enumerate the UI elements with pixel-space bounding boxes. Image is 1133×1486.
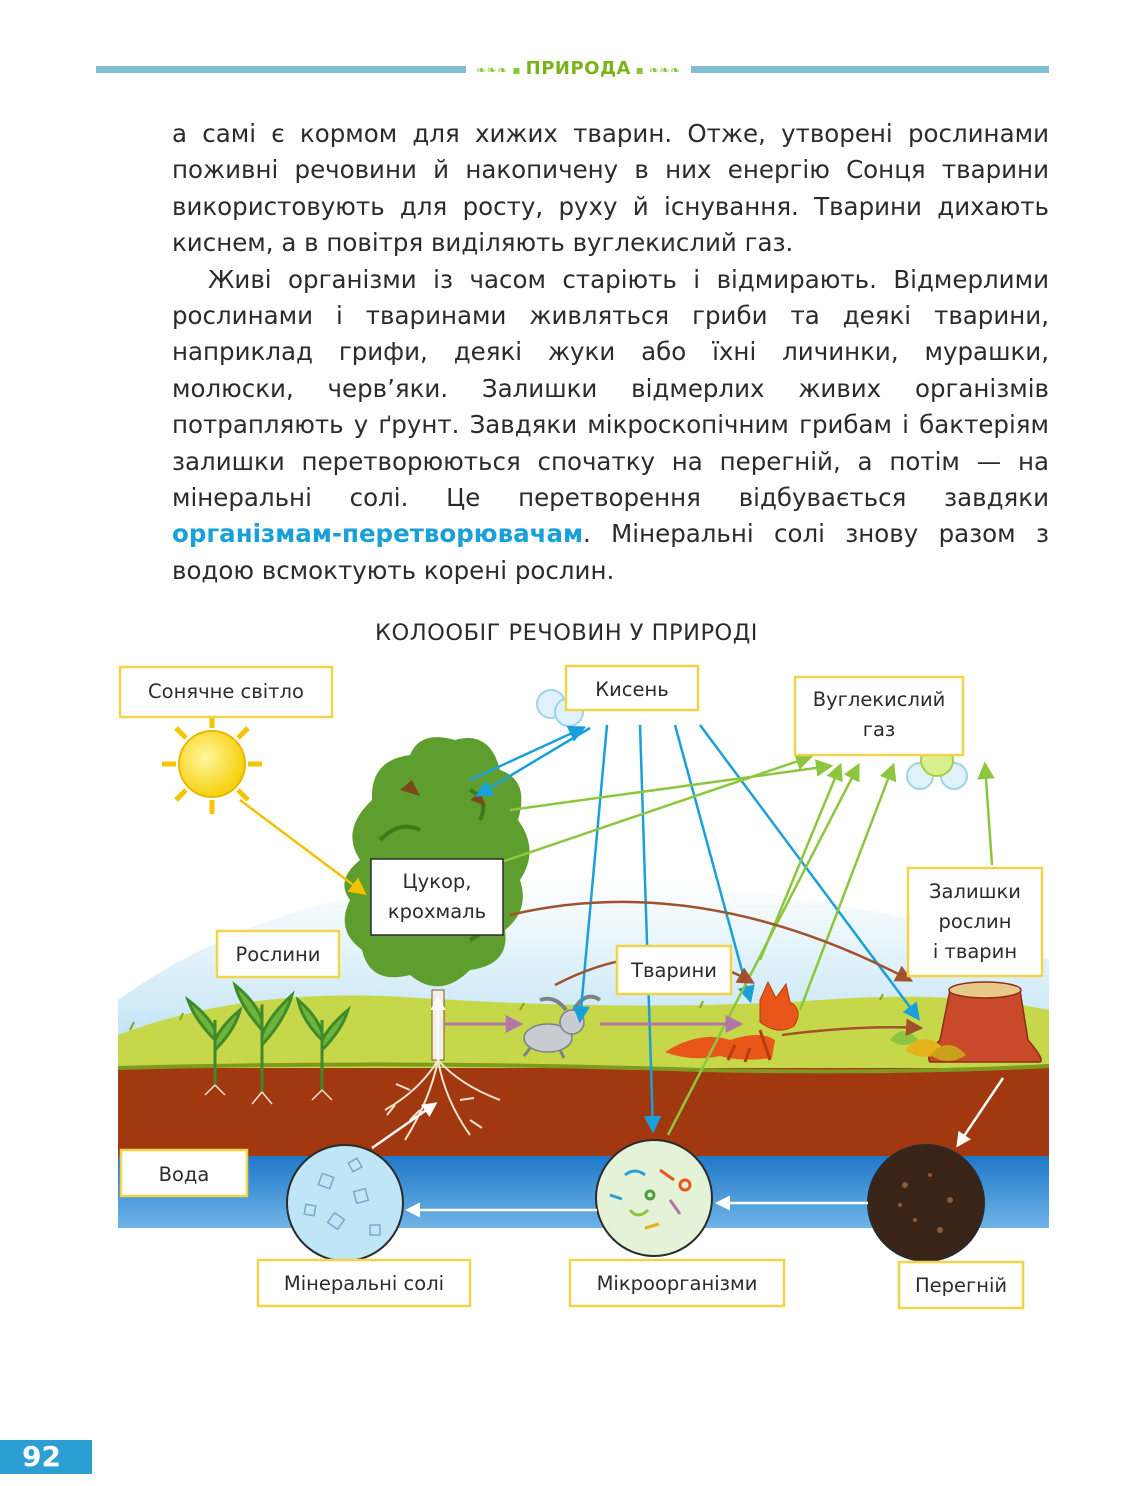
mineral-salts-circle bbox=[287, 1145, 403, 1261]
label-minerals: Мінеральні солі bbox=[283, 1272, 445, 1295]
label-box-sunlight bbox=[120, 667, 332, 717]
paragraph-2-text-end: . Мінеральні солі знову разом з водою всмоктують корені рослин. bbox=[172, 519, 1049, 585]
label-box-co2 bbox=[795, 677, 963, 755]
page-number-tab bbox=[0, 1440, 112, 1486]
sunlight-arrow bbox=[240, 800, 364, 893]
label-box-remains bbox=[908, 868, 1042, 976]
label-box-microbes bbox=[570, 1260, 784, 1306]
label-sugar-line1: Цукор, bbox=[402, 870, 472, 893]
label-animals: Тварини bbox=[631, 959, 717, 982]
paragraph-1: а самі є кормом для хижих тварин. Отже, утворені рослинами поживні речовини й накопичену в них енергію Сонця тварини використовують для росту, руху й існування. Тварини дихають киснем, а в повітря виділяють вуглекислий газ. bbox=[172, 119, 1049, 258]
label-microbes: Мікроорганізми bbox=[596, 1272, 758, 1295]
microorganisms-circle bbox=[596, 1140, 712, 1256]
label-remains-line2: рослин bbox=[938, 910, 1012, 933]
section-title: ПРИРОДА bbox=[525, 58, 631, 79]
label-box-water bbox=[121, 1150, 247, 1196]
label-humus: Перегній bbox=[914, 1274, 1008, 1297]
label-box-humus bbox=[899, 1262, 1023, 1308]
label-sugar-line2: крохмаль bbox=[387, 900, 487, 923]
label-box-oxygen bbox=[566, 666, 698, 710]
label-plants: Рослини bbox=[235, 943, 321, 966]
label-remains-line3: і тварин bbox=[932, 940, 1018, 963]
label-box-plants bbox=[217, 931, 339, 977]
label-co2-line2: газ bbox=[862, 718, 896, 741]
leaf-ornament-right-icon: ▪ ❧❧❧ bbox=[630, 63, 681, 77]
sun-icon bbox=[162, 714, 262, 814]
label-co2-line1: Вуглекислий bbox=[812, 688, 946, 711]
label-sunlight: Сонячне світло bbox=[148, 680, 304, 703]
label-oxygen: Кисень bbox=[595, 678, 669, 701]
label-remains-line1: Залишки bbox=[929, 880, 1021, 903]
label-box-minerals bbox=[258, 1260, 470, 1306]
label-box-sugar bbox=[371, 859, 503, 935]
page-number: 92 bbox=[22, 1440, 61, 1473]
leaf-ornament-left-icon: ❧❧❧ ▪ bbox=[476, 63, 526, 77]
label-water: Вода bbox=[158, 1163, 210, 1186]
label-box-animals bbox=[617, 946, 731, 994]
humus-circle bbox=[868, 1145, 984, 1261]
highlighted-term: організмам-перетворювачам bbox=[172, 519, 584, 549]
paragraph-2-text-start: Живі організми із часом старіють і відмирають. Відмерлими рослинами і тваринами живляться гриби та деякі тварини, наприклад грифи, деякі жуки або їхні личинки, мурашки, молюски, черв’яки. Залишки відмерлих живих організмів потрапляють у ґрунт. Завдяки мікроскопічним грибам і бактеріям залишки перетворюються спочатку на перегній, а потім — на мінеральні солі. Це перетворення відбувається завдяки bbox=[172, 264, 1049, 513]
figure-title: КОЛООБІГ РЕЧОВИН У ПРИРОДІ bbox=[375, 620, 758, 646]
soil-layer bbox=[118, 1068, 1049, 1158]
